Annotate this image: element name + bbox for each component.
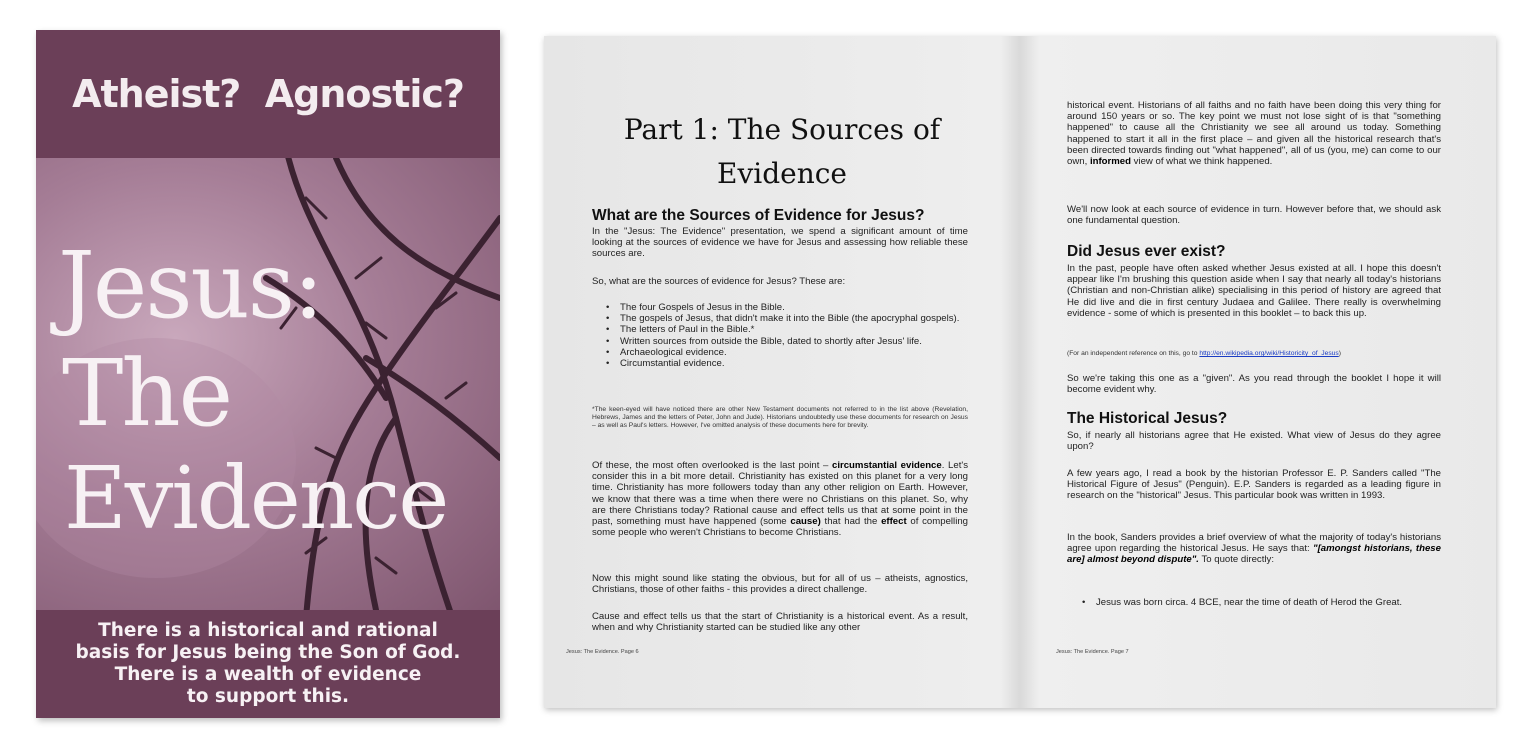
cause-effect-paragraph: Cause and effect tells us that the start of Christianity is a historical event. As a result, when and why Christianity started can be studied like any other [592,611,968,634]
list-item: • Archaeological evidence. [606,347,968,358]
list-item: • The four Gospels of Jesus in the Bible. [606,302,968,313]
agreement-paragraph: So, if nearly all historians agree that He existed. What view of Jesus do they agree upon? [1067,430,1441,453]
list-item: • Jesus was born circa. 4 BCE, near the time of death of Herod the Great. [1082,597,1441,608]
page-footer: Jesus: The Evidence. Page 7 [1056,649,1129,655]
page-footer: Jesus: The Evidence. Page 6 [566,649,639,655]
list-item: • Circumstantial evidence. [606,358,968,369]
book-cover [36,30,500,718]
part-title-line2: Evidence [717,157,847,190]
list-item: • The gospels of Jesus, that didn't make it into the Bible (the apocryphal gospels). [606,313,968,324]
sources-list [606,302,968,369]
cover-title-line1: Jesus: [58,232,322,339]
page-7 [1020,36,1496,708]
historical-event-paragraph: historical event. Historians of all faiths and no faith have been doing this very thing for around 150 years or so. The key point we must not lose sight of is that "something happened" to cause all the Christianity we see all around us today. Something happened to start it all in the first place – and given all the historical research that's been directed towards finding out "what happened", all of us (you, me) can come to our own, informed view of what we think happened. [1067,100,1441,168]
list-item: • Written sources from outside the Bible, dated to shortly after Jesus' life. [606,336,968,347]
footnote: *The keen-eyed will have noticed there are other New Testament documents not referred to in the list above (Revelation, Hebrews, James and the letters of Peter, John and Jude). Historians undoubtedly use these documents for research on Jesus – as well as Paul's letters. However, I've omitted analysis of these documents here for brevity. [592,406,968,429]
tagline-line: There is a historical and rational [98,620,438,641]
consensus-paragraph: In the book, Sanders provides a brief overview of what the majority of today's historians agree upon regarding the historical Jesus. He says that: "[amongst historians, these are] almost beyond dispute". To quote directly: [1067,532,1441,566]
cover-tagline [36,610,500,718]
cover-question: Atheist? Agnostic? [72,72,464,116]
part-title [544,108,1020,196]
cover-artwork [36,158,500,610]
section-heading: What are the Sources of Evidence for Jesus? [592,207,925,224]
open-booklet [544,36,1496,708]
tagline-line: There is a wealth of evidence [114,664,422,685]
cover-top-band [36,30,500,158]
sources-question: So, what are the sources of evidence for Jesus? These are: [592,276,846,287]
circumstantial-paragraph: Of these, the most often overlooked is the last point – circumstantial evidence. Let's consider this in a bit more detail. Christianity has existed on this planet for a very long time. Christianity has more followers today than any other religion on Earth. However, we know that there was a time when there were no Christians on this planet. So, why are there Christians today? Rational cause and effect tells us that at some point in the past, something must have happened (some cause) that had the effect of compelling some people who weren't Christians to become Christians. [592,460,968,539]
page-6 [544,36,1020,708]
sanders-paragraph: A few years ago, I read a book by the historian Professor E. P. Sanders called "The Historical Figure of Jesus" (Penguin). E.P. Sanders is regarded as a leading figure in research on the "historical" Jesus. This particular book was written in 1993. [1067,468,1441,502]
challenge-paragraph: Now this might sound like stating the obvious, but for all of us – atheists, agnostics, Christians, those of other faiths - this provides a direct challenge. [592,573,968,596]
tagline-line: basis for Jesus being the Son of God. [75,642,461,663]
facts-list [1082,597,1441,608]
wikipedia-link[interactable]: http://en.wikipedia.org/wiki/Historicity_of_Jesus [1199,350,1339,357]
part-title-line1: Part 1: The Sources of [623,113,941,146]
section-heading-exist: Did Jesus ever exist? [1067,243,1226,260]
wikipedia-reference: (For an independent reference on this, go to http://en.wikipedia.org/wiki/Historicity_of_Jesus) [1067,350,1341,357]
section-heading-historical: The Historical Jesus? [1067,410,1228,427]
cover-title-line2: The [62,340,232,447]
next-step-paragraph: We'll now look at each source of evidence in turn. However before that, we should ask one fundamental question. [1067,204,1441,227]
cover-title-line3: Evidence [64,449,448,549]
list-item: • The letters of Paul in the Bible.* [606,324,968,335]
tagline-line: to support this. [186,686,350,707]
existence-paragraph: In the past, people have often asked whether Jesus existed at all. I hope this doesn't appear like I'm brushing this question aside when I say that nearly all today's historians (Christian and non-Christian alike) specialising in this period of history are agreed that He did live and die in first century Judaea and Galilee. There really is overwhelming evidence - some of which is presented in this booklet – to back this up. [1067,263,1441,319]
intro-paragraph: In the "Jesus: The Evidence" presentation, we spend a significant amount of time looking at the sources of evidence we have for Jesus and assessing how reliable these sources are. [592,226,968,260]
given-paragraph: So we're taking this one as a "given". As you read through the booklet I hope it will become evident why. [1067,373,1441,396]
